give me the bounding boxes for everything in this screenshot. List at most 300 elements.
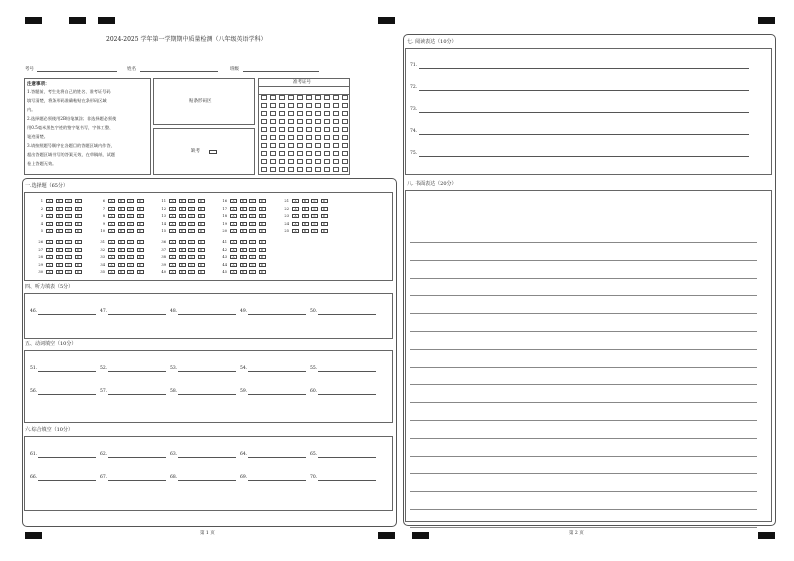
mc-option-bubble[interactable]: B: [179, 270, 186, 274]
mc-option-bubble[interactable]: C: [188, 240, 195, 244]
ticket-digit-cell[interactable]: [315, 151, 321, 156]
mc-option-bubble[interactable]: D: [137, 248, 144, 252]
mc-option-bubble[interactable]: A: [292, 199, 299, 203]
mc-option-bubble[interactable]: C: [65, 248, 72, 252]
mc-option-bubble[interactable]: C: [65, 222, 72, 226]
mc-option-bubble[interactable]: C: [249, 229, 256, 233]
mc-option-bubble[interactable]: A: [169, 214, 176, 218]
ticket-digit-cell[interactable]: [342, 103, 348, 108]
mc-option-bubble[interactable]: B: [179, 222, 186, 226]
mc-option-bubble[interactable]: B: [118, 270, 125, 274]
mc-option-bubble[interactable]: B: [302, 229, 309, 233]
mc-option-bubble[interactable]: C: [249, 214, 256, 218]
mc-option-bubble[interactable]: D: [137, 214, 144, 218]
mc-option-bubble[interactable]: C: [188, 199, 195, 203]
mc-option-bubble[interactable]: B: [118, 229, 125, 233]
ticket-digit-cell[interactable]: [270, 167, 276, 172]
mc-option-bubble[interactable]: C: [65, 229, 72, 233]
mc-option-bubble[interactable]: D: [75, 214, 82, 218]
mc-option-bubble[interactable]: A: [46, 270, 53, 274]
ticket-digit-cell[interactable]: [270, 135, 276, 140]
mc-option-bubble[interactable]: B: [118, 214, 125, 218]
mc-option-bubble[interactable]: B: [240, 263, 247, 267]
ticket-digit-cell[interactable]: [279, 103, 285, 108]
answer-blank[interactable]: [318, 480, 376, 481]
mc-option-bubble[interactable]: C: [65, 214, 72, 218]
ticket-digit-cell[interactable]: [324, 159, 330, 164]
mc-option-bubble[interactable]: A: [108, 270, 115, 274]
ticket-digit-cell[interactable]: [342, 111, 348, 116]
mc-option-bubble[interactable]: D: [75, 263, 82, 267]
mc-option-bubble[interactable]: D: [137, 263, 144, 267]
ticket-digit-cell[interactable]: [306, 103, 312, 108]
writing-line[interactable]: [410, 331, 757, 332]
ticket-digit-cell[interactable]: [306, 135, 312, 140]
mc-option-bubble[interactable]: A: [46, 255, 53, 259]
mc-option-bubble[interactable]: D: [198, 199, 205, 203]
ticket-digit-cell[interactable]: [297, 95, 303, 100]
ticket-digit-cell[interactable]: [324, 127, 330, 132]
mc-option-bubble[interactable]: B: [56, 270, 63, 274]
mc-option-bubble[interactable]: D: [259, 229, 266, 233]
mc-option-bubble[interactable]: D: [137, 222, 144, 226]
mc-option-bubble[interactable]: B: [179, 214, 186, 218]
ticket-digit-cell[interactable]: [261, 111, 267, 116]
mc-option-bubble[interactable]: C: [65, 199, 72, 203]
mc-option-bubble[interactable]: D: [137, 270, 144, 274]
answer-blank[interactable]: [178, 314, 236, 315]
mc-option-bubble[interactable]: C: [311, 214, 318, 218]
mc-option-bubble[interactable]: A: [230, 255, 237, 259]
mc-option-bubble[interactable]: B: [240, 255, 247, 259]
ticket-digit-cell[interactable]: [288, 111, 294, 116]
mc-option-bubble[interactable]: A: [46, 240, 53, 244]
mc-option-bubble[interactable]: B: [56, 222, 63, 226]
mc-option-bubble[interactable]: D: [137, 199, 144, 203]
mc-option-bubble[interactable]: D: [259, 199, 266, 203]
mc-option-bubble[interactable]: B: [302, 214, 309, 218]
writing-line[interactable]: [410, 367, 757, 368]
ticket-digit-cell[interactable]: [270, 143, 276, 148]
answer-blank[interactable]: [318, 457, 376, 458]
mc-option-bubble[interactable]: A: [46, 222, 53, 226]
ticket-digit-cell[interactable]: [333, 143, 339, 148]
ticket-digit-cell[interactable]: [261, 95, 267, 100]
mc-option-bubble[interactable]: D: [259, 270, 266, 274]
mc-option-bubble[interactable]: C: [311, 207, 318, 211]
mc-option-bubble[interactable]: B: [56, 255, 63, 259]
mc-option-bubble[interactable]: A: [230, 270, 237, 274]
mc-option-bubble[interactable]: A: [169, 255, 176, 259]
ticket-digit-cell[interactable]: [324, 143, 330, 148]
mc-option-bubble[interactable]: B: [118, 222, 125, 226]
mc-option-bubble[interactable]: B: [179, 263, 186, 267]
mc-option-bubble[interactable]: C: [249, 270, 256, 274]
ticket-digit-cell[interactable]: [315, 119, 321, 124]
reading-answer-line[interactable]: [419, 112, 749, 113]
ticket-digit-cell[interactable]: [315, 159, 321, 164]
mc-option-bubble[interactable]: C: [127, 240, 134, 244]
answer-blank[interactable]: [108, 457, 166, 458]
mc-option-bubble[interactable]: D: [75, 240, 82, 244]
mc-option-bubble[interactable]: B: [240, 240, 247, 244]
mc-option-bubble[interactable]: D: [259, 248, 266, 252]
mc-option-bubble[interactable]: B: [240, 229, 247, 233]
mc-option-bubble[interactable]: A: [169, 199, 176, 203]
ticket-digit-cell[interactable]: [333, 127, 339, 132]
mc-option-bubble[interactable]: D: [75, 229, 82, 233]
name-field[interactable]: [140, 71, 218, 72]
ticket-digit-cell[interactable]: [324, 111, 330, 116]
writing-line[interactable]: [410, 509, 757, 510]
mc-option-bubble[interactable]: C: [249, 199, 256, 203]
ticket-digit-cell[interactable]: [297, 111, 303, 116]
mc-option-bubble[interactable]: A: [46, 199, 53, 203]
ticket-digit-cell[interactable]: [333, 135, 339, 140]
mc-option-bubble[interactable]: B: [118, 207, 125, 211]
ticket-digit-cell[interactable]: [279, 119, 285, 124]
mc-option-bubble[interactable]: B: [56, 240, 63, 244]
mc-option-bubble[interactable]: A: [169, 248, 176, 252]
mc-option-bubble[interactable]: C: [188, 248, 195, 252]
absent-checkbox[interactable]: [209, 150, 217, 154]
mc-option-bubble[interactable]: A: [230, 229, 237, 233]
answer-blank[interactable]: [248, 480, 306, 481]
mc-option-bubble[interactable]: C: [188, 222, 195, 226]
mc-option-bubble[interactable]: D: [75, 199, 82, 203]
mc-option-bubble[interactable]: A: [169, 263, 176, 267]
ticket-digit-cell[interactable]: [306, 127, 312, 132]
mc-option-bubble[interactable]: B: [56, 214, 63, 218]
mc-option-bubble[interactable]: D: [321, 199, 328, 203]
writing-line[interactable]: [410, 491, 757, 492]
mc-option-bubble[interactable]: A: [230, 214, 237, 218]
mc-option-bubble[interactable]: A: [46, 207, 53, 211]
ticket-digit-cell[interactable]: [324, 151, 330, 156]
mc-option-bubble[interactable]: A: [230, 199, 237, 203]
writing-line[interactable]: [410, 384, 757, 385]
answer-blank[interactable]: [38, 394, 96, 395]
ticket-digit-cell[interactable]: [297, 151, 303, 156]
ticket-digit-cell[interactable]: [306, 159, 312, 164]
answer-blank[interactable]: [248, 457, 306, 458]
ticket-digit-cell[interactable]: [306, 111, 312, 116]
answer-blank[interactable]: [318, 371, 376, 372]
answer-blank[interactable]: [318, 394, 376, 395]
class-field[interactable]: [243, 71, 319, 72]
mc-option-bubble[interactable]: D: [75, 207, 82, 211]
mc-option-bubble[interactable]: D: [198, 270, 205, 274]
ticket-digit-cell[interactable]: [288, 95, 294, 100]
writing-line[interactable]: [410, 473, 757, 474]
mc-option-bubble[interactable]: A: [108, 222, 115, 226]
ticket-digit-cell[interactable]: [288, 167, 294, 172]
mc-option-bubble[interactable]: B: [179, 207, 186, 211]
answer-blank[interactable]: [38, 480, 96, 481]
mc-option-bubble[interactable]: D: [198, 263, 205, 267]
ticket-digit-cell[interactable]: [342, 135, 348, 140]
ticket-digit-cell[interactable]: [333, 151, 339, 156]
mc-option-bubble[interactable]: A: [292, 207, 299, 211]
mc-option-bubble[interactable]: A: [230, 207, 237, 211]
ticket-digit-cell[interactable]: [279, 159, 285, 164]
writing-line[interactable]: [410, 242, 757, 243]
mc-option-bubble[interactable]: A: [169, 222, 176, 226]
mc-option-bubble[interactable]: D: [75, 248, 82, 252]
mc-option-bubble[interactable]: A: [108, 229, 115, 233]
answer-blank[interactable]: [248, 314, 306, 315]
ticket-digit-cell[interactable]: [306, 151, 312, 156]
ticket-digit-cell[interactable]: [288, 119, 294, 124]
answer-blank[interactable]: [318, 314, 376, 315]
ticket-digit-cell[interactable]: [261, 167, 267, 172]
mc-option-bubble[interactable]: B: [56, 199, 63, 203]
mc-option-bubble[interactable]: A: [46, 214, 53, 218]
ticket-digit-cell[interactable]: [342, 143, 348, 148]
ticket-digit-cell[interactable]: [261, 159, 267, 164]
mc-option-bubble[interactable]: B: [240, 199, 247, 203]
ticket-digit-cell[interactable]: [315, 135, 321, 140]
mc-option-bubble[interactable]: B: [302, 222, 309, 226]
ticket-digit-cell[interactable]: [288, 103, 294, 108]
mc-option-bubble[interactable]: C: [65, 207, 72, 211]
answer-blank[interactable]: [108, 314, 166, 315]
answer-blank[interactable]: [178, 480, 236, 481]
writing-line[interactable]: [410, 278, 757, 279]
mc-option-bubble[interactable]: D: [259, 222, 266, 226]
ticket-digit-cell[interactable]: [324, 135, 330, 140]
mc-option-bubble[interactable]: D: [137, 207, 144, 211]
mc-option-bubble[interactable]: D: [259, 207, 266, 211]
mc-option-bubble[interactable]: B: [179, 248, 186, 252]
mc-option-bubble[interactable]: C: [249, 207, 256, 211]
reading-answer-line[interactable]: [419, 134, 749, 135]
ticket-digit-cell[interactable]: [342, 95, 348, 100]
ticket-digit-cell[interactable]: [297, 167, 303, 172]
mc-option-bubble[interactable]: B: [302, 207, 309, 211]
mc-option-bubble[interactable]: C: [188, 207, 195, 211]
ticket-digit-cell[interactable]: [279, 127, 285, 132]
mc-option-bubble[interactable]: C: [249, 263, 256, 267]
writing-line[interactable]: [410, 527, 757, 528]
writing-line[interactable]: [410, 402, 757, 403]
mc-option-bubble[interactable]: D: [198, 229, 205, 233]
mc-option-bubble[interactable]: B: [179, 229, 186, 233]
mc-option-bubble[interactable]: D: [198, 255, 205, 259]
answer-blank[interactable]: [108, 371, 166, 372]
ticket-digit-cell[interactable]: [315, 167, 321, 172]
writing-line[interactable]: [410, 420, 757, 421]
mc-option-bubble[interactable]: B: [56, 229, 63, 233]
ticket-digit-cell[interactable]: [261, 143, 267, 148]
mc-option-bubble[interactable]: C: [311, 222, 318, 226]
mc-option-bubble[interactable]: C: [65, 270, 72, 274]
mc-option-bubble[interactable]: B: [56, 263, 63, 267]
mc-option-bubble[interactable]: C: [127, 263, 134, 267]
mc-option-bubble[interactable]: C: [311, 199, 318, 203]
mc-option-bubble[interactable]: C: [127, 270, 134, 274]
ticket-digit-cell[interactable]: [270, 151, 276, 156]
ticket-digit-cell[interactable]: [315, 143, 321, 148]
answer-blank[interactable]: [38, 314, 96, 315]
mc-option-bubble[interactable]: A: [46, 248, 53, 252]
mc-option-bubble[interactable]: C: [188, 214, 195, 218]
ticket-digit-cell[interactable]: [279, 95, 285, 100]
mc-option-bubble[interactable]: B: [118, 199, 125, 203]
mc-option-bubble[interactable]: D: [259, 263, 266, 267]
mc-option-bubble[interactable]: C: [249, 255, 256, 259]
mc-option-bubble[interactable]: D: [75, 222, 82, 226]
mc-option-bubble[interactable]: A: [292, 214, 299, 218]
ticket-digit-cell[interactable]: [342, 127, 348, 132]
ticket-digit-cell[interactable]: [261, 135, 267, 140]
mc-option-bubble[interactable]: B: [118, 263, 125, 267]
ticket-digit-cell[interactable]: [333, 167, 339, 172]
mc-option-bubble[interactable]: A: [108, 207, 115, 211]
ticket-digit-cell[interactable]: [306, 119, 312, 124]
answer-blank[interactable]: [108, 394, 166, 395]
ticket-digit-cell[interactable]: [297, 135, 303, 140]
mc-option-bubble[interactable]: C: [127, 222, 134, 226]
ticket-digit-cell[interactable]: [270, 159, 276, 164]
mc-option-bubble[interactable]: C: [127, 248, 134, 252]
exam-number-field[interactable]: [37, 71, 117, 72]
mc-option-bubble[interactable]: D: [321, 214, 328, 218]
ticket-digit-cell[interactable]: [270, 127, 276, 132]
answer-blank[interactable]: [178, 371, 236, 372]
writing-line[interactable]: [410, 260, 757, 261]
mc-option-bubble[interactable]: A: [46, 263, 53, 267]
mc-option-bubble[interactable]: C: [188, 270, 195, 274]
mc-option-bubble[interactable]: B: [240, 222, 247, 226]
ticket-digit-cell[interactable]: [315, 127, 321, 132]
mc-option-bubble[interactable]: A: [230, 240, 237, 244]
mc-option-bubble[interactable]: A: [230, 263, 237, 267]
ticket-digit-cell[interactable]: [324, 103, 330, 108]
ticket-digit-cell[interactable]: [324, 119, 330, 124]
reading-answer-line[interactable]: [419, 68, 749, 69]
mc-option-bubble[interactable]: D: [137, 229, 144, 233]
mc-option-bubble[interactable]: C: [249, 248, 256, 252]
ticket-digit-cell[interactable]: [324, 95, 330, 100]
ticket-digit-cell[interactable]: [270, 119, 276, 124]
ticket-digit-cell[interactable]: [288, 135, 294, 140]
mc-option-bubble[interactable]: D: [259, 255, 266, 259]
mc-option-bubble[interactable]: C: [65, 263, 72, 267]
ticket-digit-cell[interactable]: [279, 151, 285, 156]
sec8-area[interactable]: [405, 190, 772, 522]
ticket-digit-cell[interactable]: [342, 167, 348, 172]
ticket-digit-cell[interactable]: [270, 103, 276, 108]
mc-option-bubble[interactable]: D: [198, 248, 205, 252]
mc-option-bubble[interactable]: A: [108, 263, 115, 267]
mc-option-bubble[interactable]: A: [169, 229, 176, 233]
ticket-digit-cell[interactable]: [288, 143, 294, 148]
answer-blank[interactable]: [108, 480, 166, 481]
mc-option-bubble[interactable]: C: [127, 207, 134, 211]
ticket-digit-cell[interactable]: [324, 167, 330, 172]
writing-line[interactable]: [410, 349, 757, 350]
mc-option-bubble[interactable]: B: [179, 240, 186, 244]
mc-option-bubble[interactable]: A: [169, 270, 176, 274]
ticket-digit-cell[interactable]: [288, 127, 294, 132]
mc-option-bubble[interactable]: B: [56, 248, 63, 252]
mc-option-bubble[interactable]: A: [108, 214, 115, 218]
mc-option-bubble[interactable]: C: [188, 229, 195, 233]
answer-blank[interactable]: [178, 394, 236, 395]
ticket-digit-cell[interactable]: [261, 119, 267, 124]
mc-option-bubble[interactable]: A: [230, 222, 237, 226]
mc-option-bubble[interactable]: D: [198, 222, 205, 226]
mc-option-bubble[interactable]: A: [108, 248, 115, 252]
writing-line[interactable]: [410, 313, 757, 314]
reading-answer-line[interactable]: [419, 156, 749, 157]
mc-option-bubble[interactable]: A: [169, 207, 176, 211]
ticket-digit-cell[interactable]: [315, 103, 321, 108]
mc-option-bubble[interactable]: C: [188, 263, 195, 267]
answer-blank[interactable]: [178, 457, 236, 458]
ticket-digit-cell[interactable]: [306, 143, 312, 148]
ticket-digit-cell[interactable]: [270, 95, 276, 100]
mc-option-bubble[interactable]: C: [249, 240, 256, 244]
ticket-digit-cell[interactable]: [270, 111, 276, 116]
ticket-digit-cell[interactable]: [297, 119, 303, 124]
mc-option-bubble[interactable]: C: [249, 222, 256, 226]
ticket-digit-cell[interactable]: [279, 167, 285, 172]
mc-option-bubble[interactable]: C: [65, 255, 72, 259]
writing-line[interactable]: [410, 438, 757, 439]
ticket-digit-cell[interactable]: [261, 151, 267, 156]
ticket-digit-cell[interactable]: [306, 95, 312, 100]
writing-line[interactable]: [410, 295, 757, 296]
mc-option-bubble[interactable]: B: [240, 207, 247, 211]
ticket-digit-cell[interactable]: [342, 159, 348, 164]
ticket-digit-cell[interactable]: [297, 103, 303, 108]
answer-blank[interactable]: [248, 371, 306, 372]
mc-option-bubble[interactable]: D: [137, 255, 144, 259]
ticket-digit-cell[interactable]: [288, 159, 294, 164]
mc-option-bubble[interactable]: B: [179, 255, 186, 259]
mc-option-bubble[interactable]: B: [118, 255, 125, 259]
ticket-digit-cell[interactable]: [333, 159, 339, 164]
mc-option-bubble[interactable]: A: [108, 255, 115, 259]
mc-option-bubble[interactable]: C: [127, 255, 134, 259]
mc-option-bubble[interactable]: B: [179, 199, 186, 203]
mc-option-bubble[interactable]: D: [75, 270, 82, 274]
mc-option-bubble[interactable]: A: [108, 199, 115, 203]
ticket-digit-cell[interactable]: [261, 127, 267, 132]
mc-option-bubble[interactable]: B: [240, 248, 247, 252]
mc-option-bubble[interactable]: A: [230, 248, 237, 252]
ticket-digit-cell[interactable]: [333, 119, 339, 124]
mc-option-bubble[interactable]: D: [321, 229, 328, 233]
answer-blank[interactable]: [38, 457, 96, 458]
mc-option-bubble[interactable]: C: [127, 199, 134, 203]
reading-answer-line[interactable]: [419, 90, 749, 91]
ticket-digit-cell[interactable]: [279, 135, 285, 140]
mc-option-bubble[interactable]: D: [259, 240, 266, 244]
ticket-digit-cell[interactable]: [279, 143, 285, 148]
mc-option-bubble[interactable]: D: [198, 240, 205, 244]
mc-option-bubble[interactable]: B: [56, 207, 63, 211]
mc-option-bubble[interactable]: D: [75, 255, 82, 259]
ticket-digit-cell[interactable]: [297, 127, 303, 132]
mc-option-bubble[interactable]: A: [46, 229, 53, 233]
answer-blank[interactable]: [38, 371, 96, 372]
mc-option-bubble[interactable]: C: [127, 214, 134, 218]
mc-option-bubble[interactable]: B: [118, 240, 125, 244]
mc-option-bubble[interactable]: A: [292, 222, 299, 226]
